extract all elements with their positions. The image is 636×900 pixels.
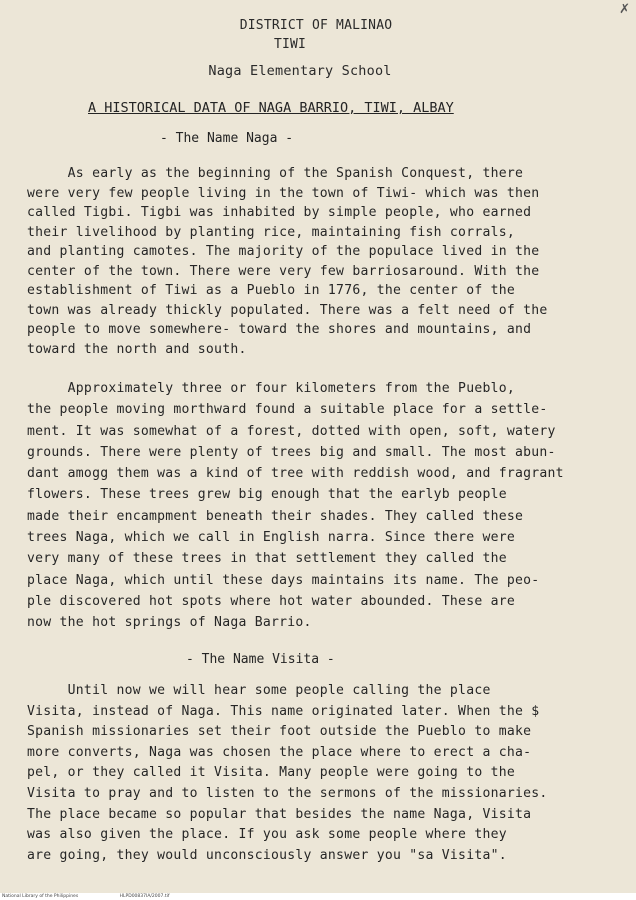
paragraph-line: pel, or they called it Visita. Many people were going to the (27, 765, 515, 781)
paragraph-line: people to move somewhere- toward the shores and mountains, and (27, 322, 532, 337)
paragraph-line: establishment of Tiwi as a Pueblo in 1776, the center of the (27, 283, 515, 298)
paragraph-line: the people moving morthward found a suitable place for a settle- (27, 402, 548, 418)
archive-footer (0, 893, 636, 900)
paragraph-line: more converts, Naga was chosen the place where to erect a cha- (27, 744, 532, 760)
town-heading: TIWI (273, 37, 307, 52)
paragraph-line: are going, they would unconsciously answer you "sa Visita". (27, 847, 507, 863)
paragraph-line: ment. It was somewhat of a forest, dotted with open, soft, watery (27, 423, 556, 439)
paragraph-line: made their encampment beneath their shades. They called these (27, 508, 524, 524)
paragraph-line: very many of these trees in that settlement they called the (27, 551, 507, 567)
paragraph-line: center of the town. There were very few barriosaround. With the (27, 263, 540, 279)
paragraph-line: As early as the beginning of the Spanish Conquest, there (27, 166, 524, 181)
paragraph-line: Spanish missionaries set their foot outside the Pueblo to make (27, 724, 532, 740)
file-id: HLPD00837IA/2007.tif (119, 894, 170, 899)
paragraph-3 (27, 681, 627, 866)
paragraph-line: flowers. These trees grew big enough that the earlyb people (27, 487, 507, 503)
school-heading: Naga Elementary School (208, 63, 392, 79)
paragraph-line: Visita to pray and to listen to the sermons of the missionaries. (27, 785, 548, 801)
paragraph-line: called Tigbi. Tigbi was inhabited by simple people, who earned (27, 205, 532, 220)
library-credit: National Library of the Philippines (2, 894, 79, 899)
paragraph-line: Until now we will hear some people calling the place (27, 683, 491, 698)
paragraph-line: their livelihood by planting rice, maintaining fish corrals, (27, 224, 515, 240)
document-title: A HISTORICAL DATA OF NAGA BARRIO, TIWI, ALBAY (88, 100, 454, 116)
corner-mark: ✗ (619, 2, 630, 17)
paragraph-2 (27, 378, 627, 634)
paragraph-line: town was already thickly populated. There was a felt need of the (27, 302, 548, 318)
paragraph-line: toward the north and south. (27, 341, 247, 357)
paragraph-1 (27, 164, 627, 359)
paragraph-line: and planting camotes. The majority of the populace lived in the (27, 244, 540, 259)
district-heading: DISTRICT OF MALINAO (239, 18, 393, 33)
paragraph-line: trees Naga, which we call in English narra. Since there were (27, 530, 515, 546)
paragraph-line: was also given the place. If you ask some people where they (27, 827, 507, 843)
paragraph-line: Approximately three or four kilometers from the Pueblo, (27, 381, 515, 396)
paragraph-line: dant amogg them was a kind of tree with reddish wood, and fragrant (27, 466, 564, 482)
paragraph-line: Visita, instead of Naga. This name originated later. When the $ (27, 703, 540, 719)
paragraph-line: now the hot springs of Naga Barrio. (27, 615, 312, 631)
paragraph-line: The place became so popular that besides the name Naga, Visita (27, 806, 532, 822)
paragraph-line: place Naga, which until these days maintains its name. The peo- (27, 572, 540, 588)
paragraph-line: grounds. There were plenty of trees big and small. The most abun- (27, 444, 556, 460)
paragraph-line: were very few people living in the town of Tiwi- which was then (27, 185, 540, 201)
section-heading-name-visita: - The Name Visita - (186, 652, 335, 667)
paragraph-line: ple discovered hot spots where hot water abounded. These are (27, 593, 515, 609)
section-heading-name-naga: - The Name Naga - (160, 131, 294, 146)
